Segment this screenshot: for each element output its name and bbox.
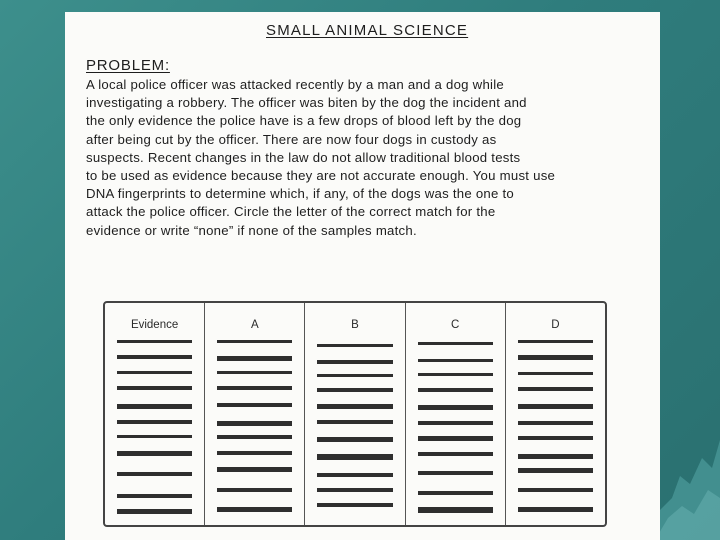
dna-band (317, 420, 392, 424)
dna-band (117, 509, 192, 514)
dna-band (117, 386, 192, 390)
dna-band (317, 454, 392, 460)
dna-band (418, 388, 493, 392)
dna-band (217, 356, 292, 360)
dna-band (317, 473, 392, 477)
dna-band (518, 387, 593, 391)
dna-band (518, 454, 593, 459)
dna-band (317, 404, 392, 409)
problem-statement (86, 76, 652, 240)
dna-band (117, 420, 192, 424)
dna-band (317, 374, 392, 377)
gel-lane (405, 303, 505, 525)
dna-band (217, 371, 292, 374)
dna-band (317, 360, 392, 364)
dna-band (317, 437, 392, 442)
problem-line: after being cut by the officer. There are now four dogs in custody as (86, 131, 497, 147)
problem-heading: PROBLEM: (86, 57, 170, 74)
dna-band (217, 403, 292, 407)
dna-band (117, 355, 192, 359)
dna-band (217, 488, 292, 491)
lane-label: B (351, 319, 359, 331)
lane-label: C (451, 319, 460, 331)
dna-band (518, 507, 593, 512)
dna-band (518, 436, 593, 440)
dna-band (418, 373, 493, 376)
dna-band (418, 471, 493, 476)
gel-lane (505, 303, 605, 525)
dna-band (518, 372, 593, 375)
dna-band (418, 491, 493, 495)
dna-band (518, 340, 593, 343)
dna-band (418, 342, 493, 345)
dna-band (117, 451, 192, 456)
scanned-worksheet (65, 12, 660, 540)
dna-band (317, 388, 392, 392)
problem-line: DNA fingerprints to determine which, if any, of the dogs was the one to (86, 186, 515, 202)
dna-band (418, 359, 493, 363)
dna-band (317, 503, 392, 507)
dna-band (217, 451, 292, 455)
dna-band (117, 472, 192, 476)
gel-lane (105, 303, 204, 525)
worksheet-title: SMALL ANIMAL SCIENCE (266, 22, 469, 39)
problem-line: investigating a robbery. The officer was biten by the dog the incident and (86, 95, 527, 111)
dna-band (217, 386, 292, 390)
lane-label: Evidence (130, 319, 179, 331)
dna-band (518, 488, 593, 492)
dna-band (217, 340, 292, 343)
dna-band (518, 421, 593, 425)
dna-band (117, 371, 192, 374)
dna-band (518, 355, 593, 359)
dna-band (217, 467, 292, 471)
dna-band (317, 344, 392, 347)
dna-band (317, 488, 392, 492)
problem-line: A local police officer was attacked recently by a man and a dog while (86, 77, 504, 92)
dna-band (117, 435, 192, 438)
dna-band (418, 421, 493, 425)
lane-label: D (551, 319, 560, 331)
gel-lane (204, 303, 304, 525)
dna-band (217, 435, 292, 439)
dna-band (217, 421, 292, 427)
problem-line: evidence or write “none” if none of the samples match. (86, 222, 417, 238)
dna-band (217, 507, 292, 512)
lane-label: A (250, 319, 259, 331)
dna-band (418, 507, 493, 513)
mountain-decoration (650, 380, 720, 540)
dna-band (418, 436, 493, 441)
dna-band (117, 404, 192, 409)
dna-band (117, 494, 192, 498)
problem-line: to be used as evidence because they are not accurate enough. You must use (86, 168, 556, 184)
problem-line: attack the police officer. Circle the letter of the correct match for the (86, 204, 496, 220)
dna-band (117, 340, 192, 343)
dna-gel-diagram (103, 301, 607, 527)
dna-band (418, 405, 493, 410)
problem-line: the only evidence the police have is a few drops of blood left by the dog (86, 113, 522, 129)
dna-band (518, 404, 593, 409)
dna-band (418, 452, 493, 456)
dna-band (518, 468, 593, 472)
problem-line: suspects. Recent changes in the law do not allow traditional blood tests (86, 149, 521, 165)
gel-lane (304, 303, 404, 525)
